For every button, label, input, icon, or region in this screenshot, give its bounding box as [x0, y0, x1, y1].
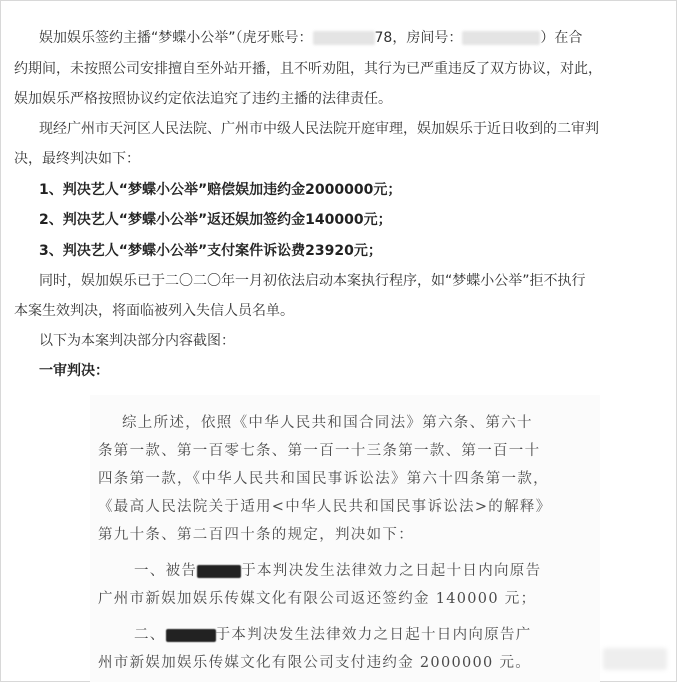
scan-line-1: 综上所述，依照《中华人民共和国合同法》第六条、第六十 — [122, 415, 533, 431]
scan-verdict-2-line1: 二、 于本判决发生法律效力之日起十日内向原告广 — [134, 627, 532, 643]
scan-line-3: 四条第一款，《中华人民共和国民事诉讼法》第六十四条第一款， — [98, 471, 549, 487]
paragraph-screenshot-intro: 以下为本案判决部分内容截图： — [39, 333, 235, 349]
paragraph-execution-line1: 同时，娱加娱乐已于二〇二〇年一月初依法启动本案执行程序，如“梦蝶小公举”拒不执行 — [39, 273, 586, 289]
judgment-scan-image — [90, 395, 600, 682]
redacted-defendant-name-2 — [166, 629, 216, 642]
redacted-room-number — [462, 31, 540, 45]
scan-line-4: 《最高人民法院关于适用<中华人民共和国民事诉讼法>的解释》 — [98, 499, 552, 515]
paragraph-intro-line1: 娱加娱乐签约主播“梦蝶小公举”（虎牙账号： 78，房间号： ）在合 — [39, 30, 583, 46]
scan-line-2: 条第一款、第一百零七条、第一百一十三条第一款、第一百一十 — [98, 443, 541, 459]
scan-verdict-1-line1: 一、被告 于本判决发生法律效力之日起十日内向原告 — [134, 563, 542, 579]
verdict-item-3: 3、判决艺人“梦蝶小公举”支付案件诉讼费23920元； — [39, 243, 382, 259]
paragraph-court-line2: 决，最终判决如下： — [14, 151, 140, 167]
redacted-defendant-name — [197, 565, 241, 578]
verdict-item-2: 2、判决艺人“梦蝶小公举”返还娱加签约金140000元； — [39, 212, 392, 228]
scan-verdict-1-line2: 广州市新娱加娱乐传媒文化有限公司返还签约金 140000 元； — [98, 591, 537, 607]
paragraph-intro-line2: 约期间，未按照公司安排擅自至外站开播，且不听劝阻，其行为已严重违反了双方协议，对此， — [14, 61, 602, 77]
paragraph-court-line1: 现经广州市天河区人民法院、广州市中级人民法院开庭审理，娱加娱乐于近日收到的二审判 — [39, 121, 599, 137]
paragraph-intro-line3: 娱加娱乐严格按照协议约定依法追究了违约主播的法律责任。 — [14, 91, 392, 107]
redacted-account — [313, 31, 375, 45]
section-heading-first-instance: 一审判决： — [39, 363, 109, 379]
scan-line-5: 第九十条、第二百四十条的规定，判决如下： — [98, 527, 414, 543]
scan-verdict-2-line2: 州市新娱加娱乐传媒文化有限公司支付违约金 2000000 元。 — [98, 655, 532, 671]
blurred-watermark — [603, 648, 667, 670]
paragraph-execution-line2: 本案生效判决，将面临被列入失信人员名单。 — [14, 303, 294, 319]
verdict-item-1: 1、判决艺人“梦蝶小公举”赔偿娱加违约金2000000元； — [39, 182, 402, 198]
